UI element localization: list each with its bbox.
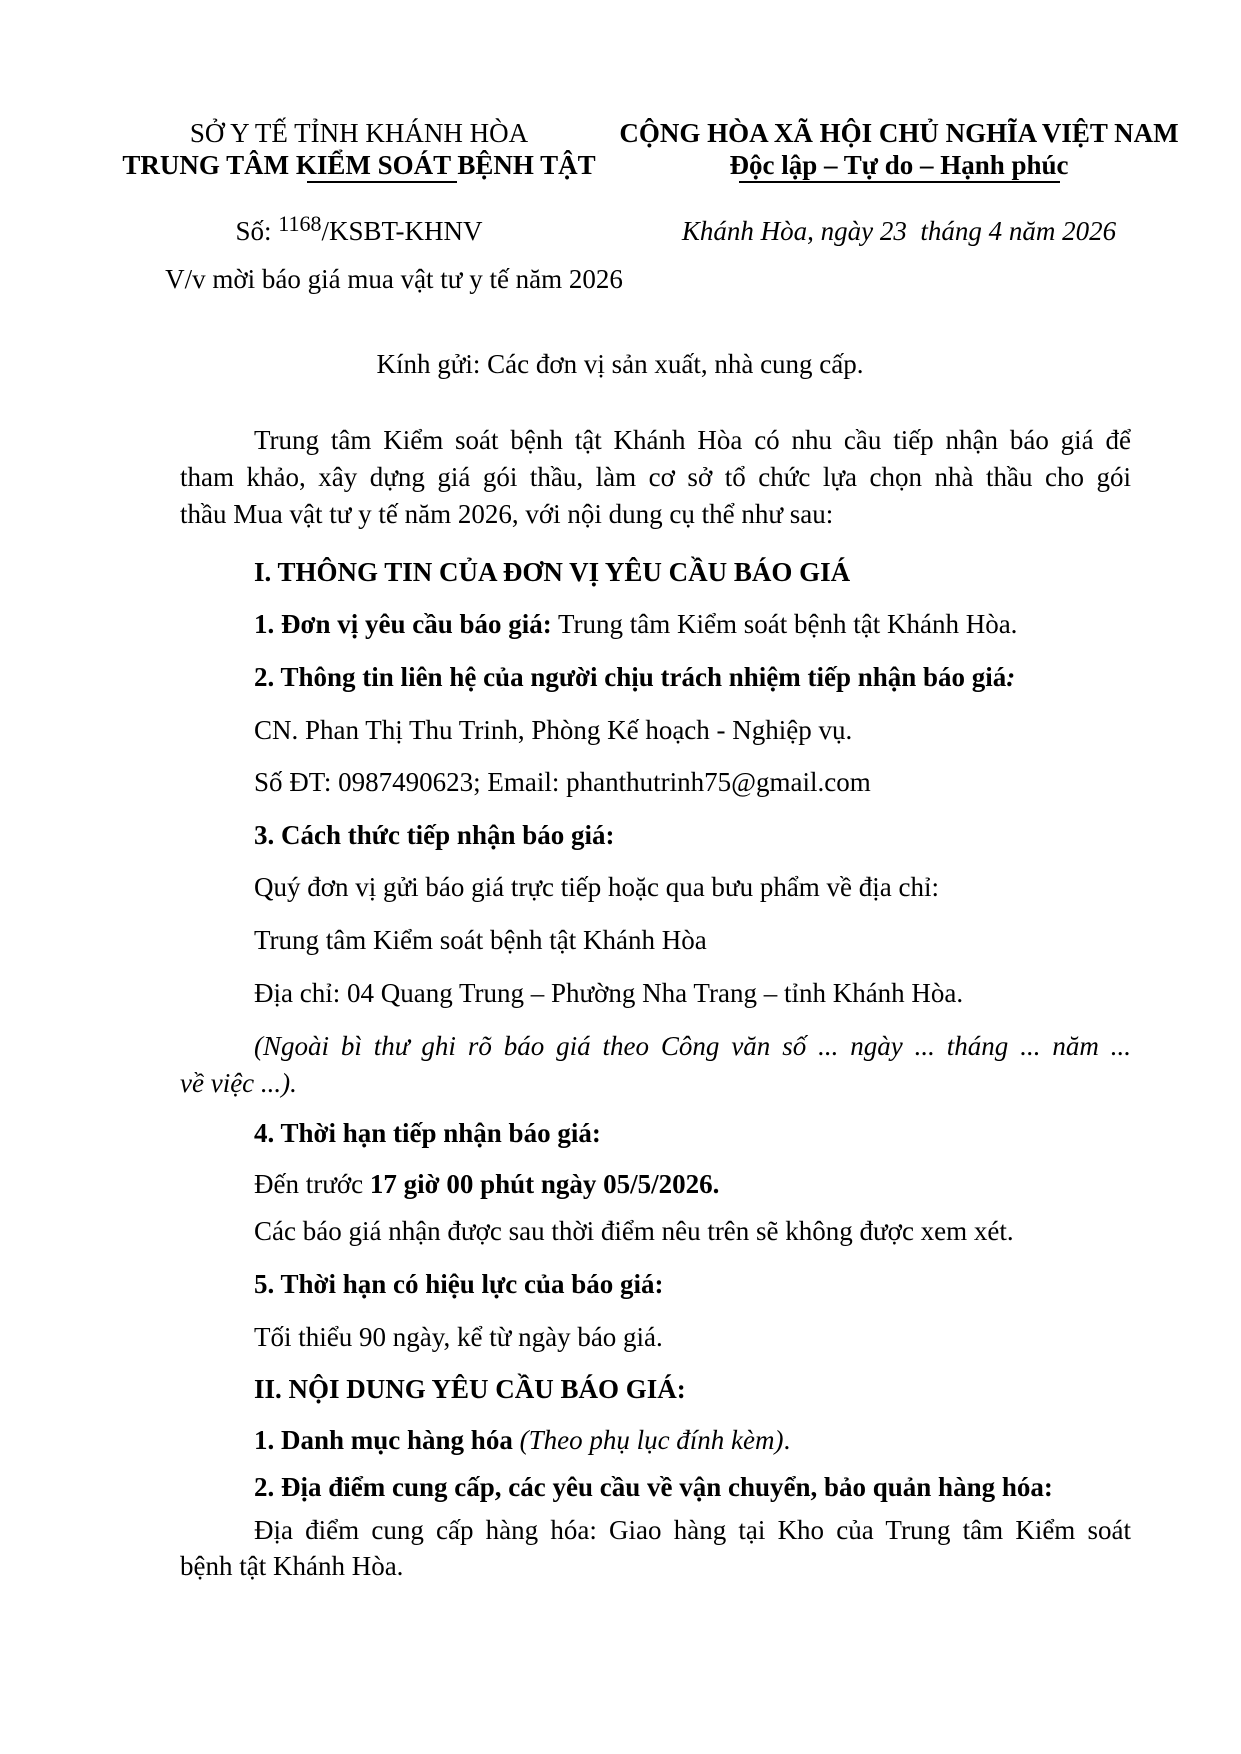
- contact-phone-email[interactable]: Số ĐT: 0987490623; Email: phanthutrinh75@gmail.com: [254, 767, 871, 797]
- s2-item1-end: .: [783, 1425, 791, 1455]
- s2-item1-label: 1. Danh mục hàng hóa: [254, 1425, 520, 1455]
- s2-item2-line: Địa điểm cung cấp hàng hóa: Giao hàng tại Kho của Trung tâm Kiểm soát: [254, 1515, 1131, 1545]
- number-value: 1168: [278, 211, 322, 236]
- recipient: Kính gửi: Các đơn vị sản xuất, nhà cung cấp.: [376, 349, 864, 379]
- s1-item3-label: 3. Cách thức tiếp nhận báo giá:: [254, 820, 615, 850]
- contact-person: CN. Phan Thị Thu Trinh, Phòng Kế hoạch - Nghiệp vụ.: [254, 715, 853, 745]
- national-title: CỘNG HÒA XÃ HỘI CHỦ NGHĨA VIỆT NAM: [619, 118, 1179, 148]
- s1-item1: [254, 608, 1017, 640]
- motto-underline: [739, 181, 1060, 183]
- s2-item2-line: bệnh tật Khánh Hòa.: [180, 1551, 404, 1581]
- s1-item5-label: 5. Thời hạn có hiệu lực của báo giá:: [254, 1269, 664, 1299]
- s1-item3-note: (Ngoài bì thư ghi rõ báo giá theo Công văn số ... ngày ... tháng ... năm ...: [254, 1031, 1131, 1061]
- s1-item4-note: Các báo giá nhận được sau thời điểm nêu trên sẽ không được xem xét.: [254, 1216, 1014, 1246]
- deadline-prefix: Đến trước: [254, 1169, 370, 1199]
- section-2-title: II. NỘI DUNG YÊU CẦU BÁO GIÁ:: [254, 1374, 686, 1404]
- s1-item3-note-cont: về việc ...).: [180, 1068, 297, 1098]
- s1-item4-deadline: [254, 1168, 719, 1200]
- s2-item1-note: (Theo phụ lục đính kèm): [519, 1425, 784, 1455]
- s1-item3-line: Trung tâm Kiểm soát bệnh tật Khánh Hòa: [254, 925, 707, 955]
- s2-item2-label: 2. Địa điểm cung cấp, các yêu cầu về vận chuyển, bảo quản hàng hóa:: [254, 1472, 1053, 1502]
- agency-parent: SỞ Y TẾ TỈNH KHÁNH HÒA: [189, 118, 529, 148]
- s1-item1-value: Trung tâm Kiểm soát bệnh tật Khánh Hòa.: [551, 609, 1018, 639]
- document-number: [235, 211, 483, 247]
- deadline-value: 17 giờ 00 phút ngày 05/5/2026.: [369, 1169, 720, 1199]
- intro-line: thầu Mua vật tư y tế năm 2026, với nội dung cụ thể như sau:: [180, 499, 834, 529]
- s1-item2: [254, 661, 1015, 693]
- s1-item5-value: Tối thiểu 90 ngày, kể từ ngày báo giá.: [254, 1322, 663, 1352]
- s1-item2-colon: :: [1006, 662, 1016, 692]
- s1-item1-label: 1. Đơn vị yêu cầu báo giá:: [254, 609, 552, 639]
- intro-line: tham khảo, xây dựng giá gói thầu, làm cơ sở tổ chức lựa chọn nhà thầu cho gói: [180, 462, 1131, 492]
- number-prefix: Số:: [235, 216, 279, 246]
- s1-item3-address: Địa chỉ: 04 Quang Trung – Phường Nha Trang – tỉnh Khánh Hòa.: [254, 978, 964, 1008]
- agency-name: TRUNG TÂM KIỂM SOÁT BỆNH TẬT: [122, 150, 596, 180]
- s2-item1: [254, 1424, 790, 1456]
- national-motto: Độc lập – Tự do – Hạnh phúc: [729, 150, 1069, 180]
- number-suffix: /KSBT-KHNV: [321, 216, 483, 246]
- s1-item3-line: Quý đơn vị gửi báo giá trực tiếp hoặc qua bưu phẩm về địa chỉ:: [254, 872, 940, 902]
- s1-item4-label: 4. Thời hạn tiếp nhận báo giá:: [254, 1118, 601, 1148]
- section-1-title: I. THÔNG TIN CỦA ĐƠN VỊ YÊU CẦU BÁO GIÁ: [254, 557, 851, 587]
- intro-line: Trung tâm Kiểm soát bệnh tật Khánh Hòa có nhu cầu tiếp nhận báo giá để: [254, 425, 1131, 455]
- place-date: Khánh Hòa, ngày 23 tháng 4 năm 2026: [681, 216, 1117, 246]
- subject: V/v mời báo giá mua vật tư y tế năm 2026: [165, 264, 623, 294]
- agency-underline: [307, 181, 457, 183]
- s1-item2-label: 2. Thông tin liên hệ của người chịu trách nhiệm tiếp nhận báo giá: [254, 662, 1007, 692]
